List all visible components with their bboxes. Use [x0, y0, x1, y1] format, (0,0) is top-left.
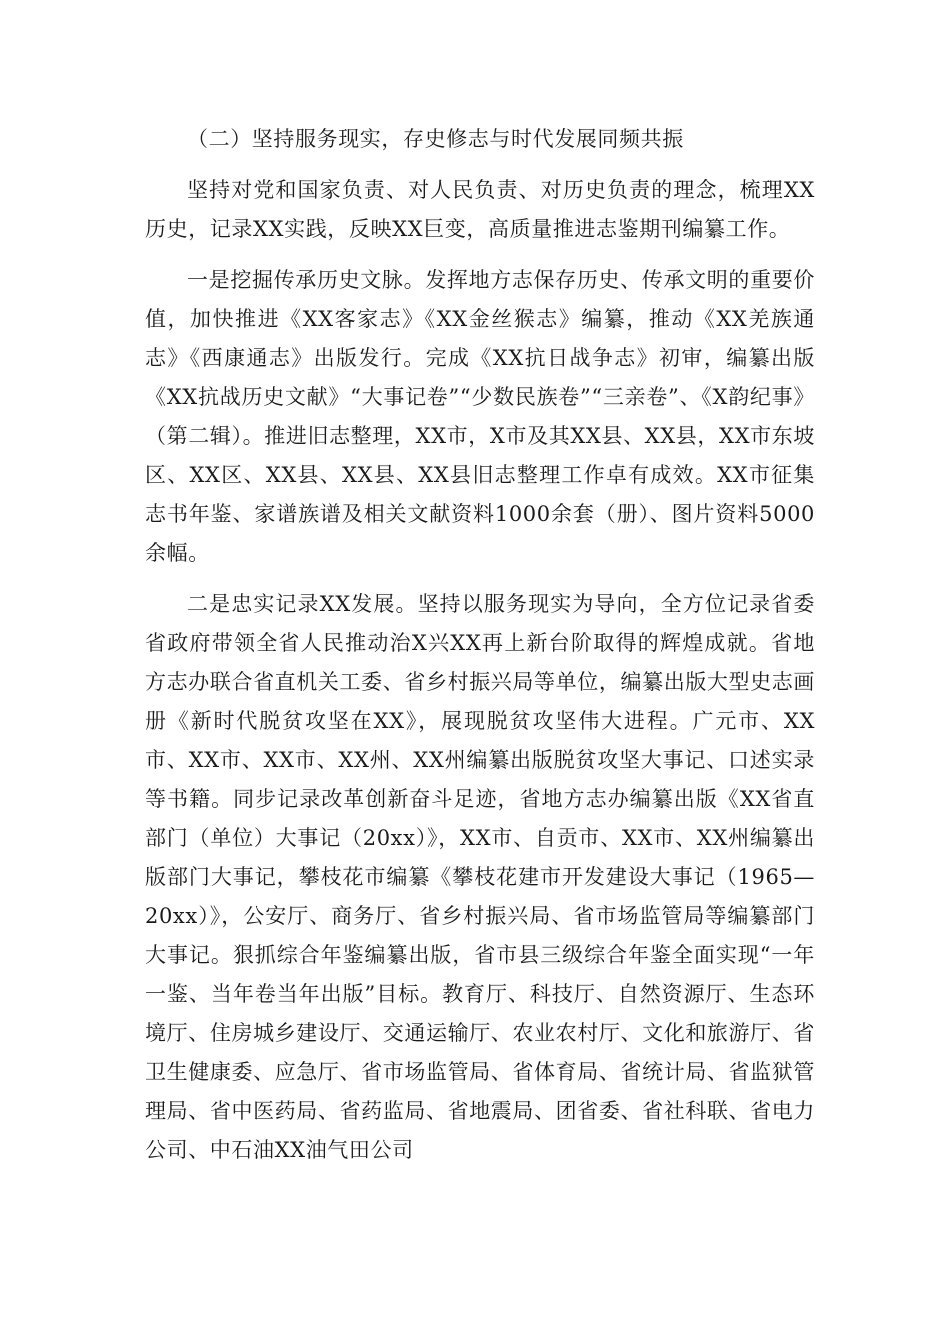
section-heading: （二）坚持服务现实，存史修志与时代发展同频共振 [187, 127, 684, 151]
paragraph-heritage: 一是挖掘传承历史文脉。发挥地方志保存历史、传承文明的重要价值，加快推进《XX客家志》《XX金丝猴志》编纂，推动《XX羌族通志》《西康通志》出版发行。完成《XX抗日战争志》初审，编纂出版《XX抗战历史文献》“大事记卷”“少数民族卷”“三亲卷”、《X韵纪事》（第二辑）。推进旧志整理，XX市，X市及其XX县、XX县，XX市东坡区、XX区、XX县、XX县、XX县旧志整理工作卓有成效。XX市征集志书年鉴、家谱族谱及相关文献资料1000余套（册）、图片资料5000余幅。 [145, 268, 815, 565]
document-body [145, 120, 815, 1170]
paragraph-development: 二是忠实记录XX发展。坚持以服务现实为导向，全方位记录省委省政府带领全省人民推动治X兴XX再上新台阶取得的辉煌成就。省地方志办联合省直机关工委、省乡村振兴局等单位，编纂出版大型史志画册《新时代脱贫攻坚在XX》，展现脱贫攻坚伟大进程。广元市、XX市、XX市、XX市、XX州、XX州编纂出版脱贫攻坚大事记、口述实录等书籍。同步记录改革创新奋斗足迹，省地方志办编纂出版《XX省直部门（单位）大事记（20xx）》，XX市、自贡市、XX市、XX州编纂出版部门大事记，攀枝花市编纂《攀枝花建市开发建设大事记（1965—20xx）》，公安厅、商务厅、省乡村振兴局、省市场监管局等编纂部门大事记。狠抓综合年鉴编纂出版，省市县三级综合年鉴全面实现“一年一鉴、当年卷当年出版”目标。教育厅、科技厅、自然资源厅、生态环境厅、住房城乡建设厅、交通运输厅、农业农村厅、文化和旅游厅、省卫生健康委、应急厅、省市场监管局、省体育局、省统计局、省监狱管理局、省中医药局、省药监局、省地震局、团省委、省社科联、省电力公司、中石油XX油气田公司 [145, 592, 815, 1162]
intro-paragraph: 坚持对党和国家负责、对人民负责、对历史负责的理念，梳理XX历史，记录XX实践，反映XX巨变，高质量推进志鉴期刊编纂工作。 [145, 178, 815, 241]
